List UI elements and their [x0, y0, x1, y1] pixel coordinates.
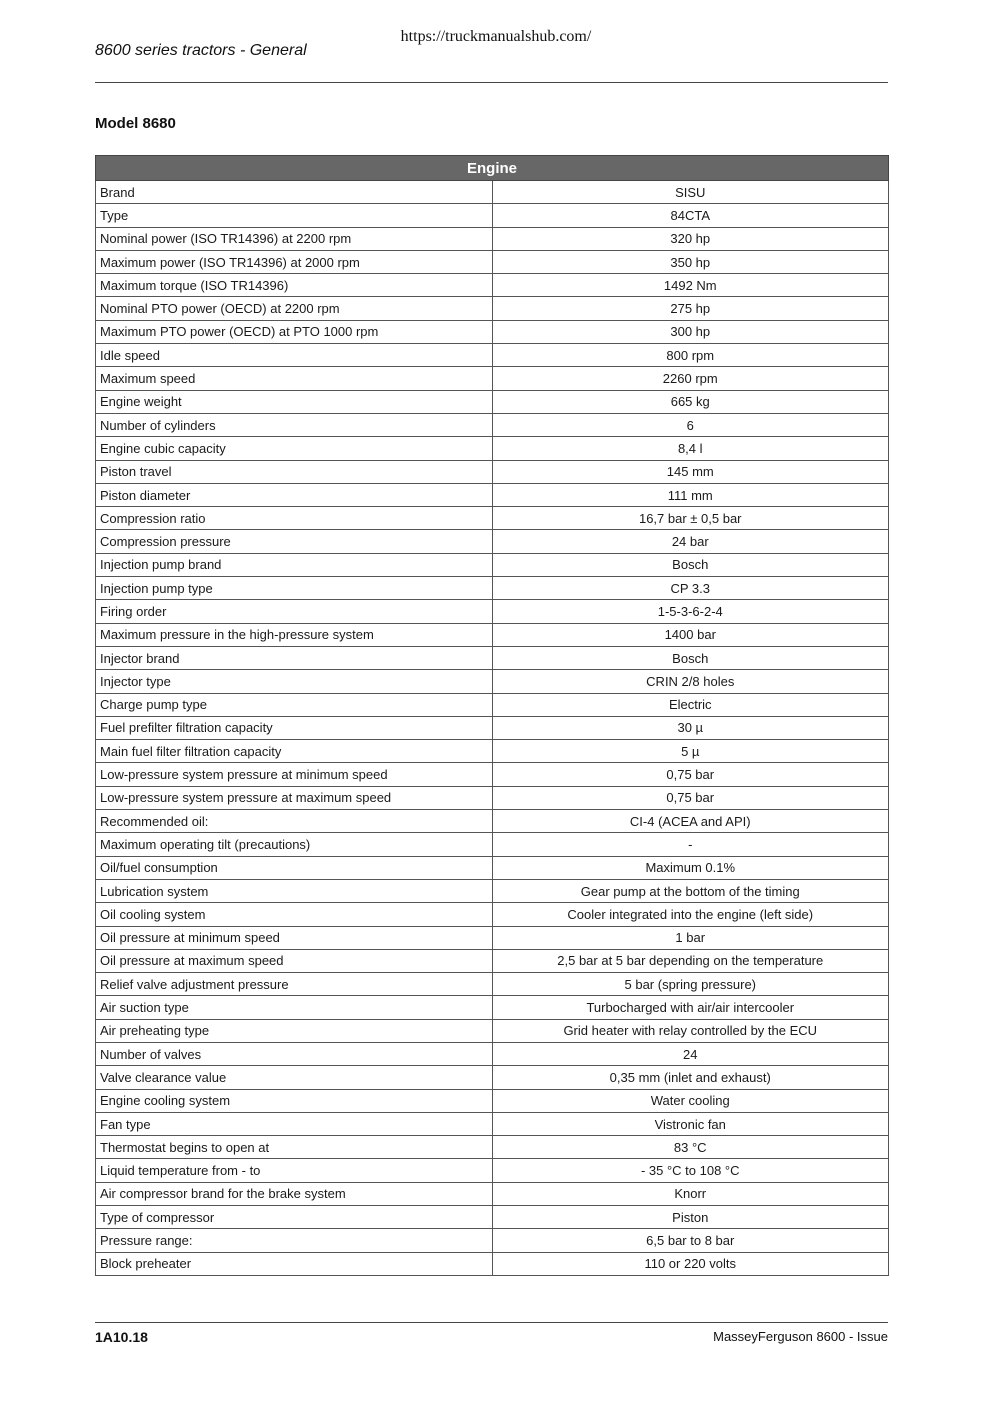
document-header-title: 8600 series tractors - General: [95, 42, 307, 59]
table-row: [96, 577, 889, 600]
table-row: [96, 763, 889, 786]
row-label: Fuel prefilter filtration capacity: [96, 716, 493, 739]
row-label: Oil/fuel consumption: [96, 856, 493, 879]
row-value: 110 or 220 volts: [492, 1252, 889, 1275]
row-label: Maximum PTO power (OECD) at PTO 1000 rpm: [96, 320, 493, 343]
row-label: Charge pump type: [96, 693, 493, 716]
row-label: Type of compressor: [96, 1206, 493, 1229]
row-value: 30 µ: [492, 716, 889, 739]
row-value: 800 rpm: [492, 344, 889, 367]
row-label: Firing order: [96, 600, 493, 623]
table-row: [96, 483, 889, 506]
row-value: Maximum 0.1%: [492, 856, 889, 879]
row-value: -: [492, 833, 889, 856]
table-row: [96, 973, 889, 996]
row-label: Air compressor brand for the brake system: [96, 1182, 493, 1205]
row-value: Cooler integrated into the engine (left side): [492, 903, 889, 926]
row-label: Type: [96, 204, 493, 227]
table-row: [96, 716, 889, 739]
row-value: 8,4 l: [492, 437, 889, 460]
row-value: 145 mm: [492, 460, 889, 483]
row-value: 320 hp: [492, 227, 889, 250]
row-value: 0,75 bar: [492, 786, 889, 809]
row-label: Pressure range:: [96, 1229, 493, 1252]
table-row: [96, 204, 889, 227]
table-header-engine: Engine: [96, 156, 889, 181]
row-label: Oil pressure at minimum speed: [96, 926, 493, 949]
row-label: Injector brand: [96, 646, 493, 669]
row-value: Piston: [492, 1206, 889, 1229]
table-row: [96, 996, 889, 1019]
row-label: Oil cooling system: [96, 903, 493, 926]
row-value: - 35 °C to 108 °C: [492, 1159, 889, 1182]
row-value: Bosch: [492, 646, 889, 669]
table-row: [96, 646, 889, 669]
row-label: Nominal power (ISO TR14396) at 2200 rpm: [96, 227, 493, 250]
row-label: Number of cylinders: [96, 413, 493, 436]
row-label: Engine weight: [96, 390, 493, 413]
row-value: CRIN 2/8 holes: [492, 670, 889, 693]
row-label: Thermostat begins to open at: [96, 1136, 493, 1159]
row-label: Relief valve adjustment pressure: [96, 973, 493, 996]
footer-publication: MasseyFerguson 8600 - Issue: [713, 1329, 888, 1344]
table-row: [96, 833, 889, 856]
table-row: [96, 1136, 889, 1159]
row-value: 1-5-3-6-2-4: [492, 600, 889, 623]
model-heading: Model 8680: [95, 115, 176, 132]
table-row: [96, 903, 889, 926]
table-row: [96, 460, 889, 483]
table-row: [96, 786, 889, 809]
row-label: Injection pump type: [96, 577, 493, 600]
table-row: [96, 553, 889, 576]
row-value: 1 bar: [492, 926, 889, 949]
table-row: [96, 1159, 889, 1182]
engine-spec-table: [95, 155, 889, 1276]
row-label: Injector type: [96, 670, 493, 693]
row-value: 6: [492, 413, 889, 436]
table-row: [96, 623, 889, 646]
row-label: Low-pressure system pressure at minimum speed: [96, 763, 493, 786]
row-label: Engine cooling system: [96, 1089, 493, 1112]
row-value: 2,5 bar at 5 bar depending on the temperature: [492, 949, 889, 972]
table-row: [96, 437, 889, 460]
row-value: 84CTA: [492, 204, 889, 227]
table-row: [96, 250, 889, 273]
row-value: Turbocharged with air/air intercooler: [492, 996, 889, 1019]
page-number: 1A10.18: [95, 1329, 148, 1345]
row-label: Fan type: [96, 1112, 493, 1135]
row-label: Recommended oil:: [96, 810, 493, 833]
table-body: [96, 181, 889, 1276]
row-value: 300 hp: [492, 320, 889, 343]
header-divider: [95, 82, 888, 83]
row-label: Low-pressure system pressure at maximum speed: [96, 786, 493, 809]
row-value: 16,7 bar ± 0,5 bar: [492, 507, 889, 530]
row-value: Vistronic fan: [492, 1112, 889, 1135]
table-row: [96, 1089, 889, 1112]
row-label: Block preheater: [96, 1252, 493, 1275]
row-value: Water cooling: [492, 1089, 889, 1112]
row-label: Valve clearance value: [96, 1066, 493, 1089]
table-row: [96, 367, 889, 390]
row-label: Air preheating type: [96, 1019, 493, 1042]
row-value: 6,5 bar to 8 bar: [492, 1229, 889, 1252]
row-value: 0,35 mm (inlet and exhaust): [492, 1066, 889, 1089]
row-label: Air suction type: [96, 996, 493, 1019]
row-label: Brand: [96, 181, 493, 204]
row-label: Engine cubic capacity: [96, 437, 493, 460]
row-value: 24: [492, 1042, 889, 1065]
row-value: CI-4 (ACEA and API): [492, 810, 889, 833]
row-label: Piston diameter: [96, 483, 493, 506]
row-label: Number of valves: [96, 1042, 493, 1065]
row-label: Main fuel filter filtration capacity: [96, 740, 493, 763]
row-label: Liquid temperature from - to: [96, 1159, 493, 1182]
row-value: 665 kg: [492, 390, 889, 413]
row-label: Maximum pressure in the high-pressure system: [96, 623, 493, 646]
table-row: [96, 740, 889, 763]
row-value: SISU: [492, 181, 889, 204]
table-row: [96, 1252, 889, 1275]
table-row: [96, 856, 889, 879]
row-value: 24 bar: [492, 530, 889, 553]
row-value: Bosch: [492, 553, 889, 576]
table-row: [96, 1229, 889, 1252]
table-row: [96, 600, 889, 623]
table-row: [96, 390, 889, 413]
row-value: Electric: [492, 693, 889, 716]
table-row: [96, 530, 889, 553]
row-value: CP 3.3: [492, 577, 889, 600]
table-row: [96, 926, 889, 949]
row-value: 5 bar (spring pressure): [492, 973, 889, 996]
table-row: [96, 693, 889, 716]
row-label: Piston travel: [96, 460, 493, 483]
row-value: Grid heater with relay controlled by the ECU: [492, 1019, 889, 1042]
row-label: Idle speed: [96, 344, 493, 367]
row-label: Maximum torque (ISO TR14396): [96, 274, 493, 297]
table-row: [96, 1112, 889, 1135]
table-row: [96, 181, 889, 204]
row-value: 275 hp: [492, 297, 889, 320]
row-label: Oil pressure at maximum speed: [96, 949, 493, 972]
table-row: [96, 1066, 889, 1089]
row-label: Lubrication system: [96, 879, 493, 902]
row-label: Maximum operating tilt (precautions): [96, 833, 493, 856]
row-label: Compression ratio: [96, 507, 493, 530]
table-row: [96, 1019, 889, 1042]
table-row: [96, 810, 889, 833]
table-row: [96, 949, 889, 972]
table-row: [96, 320, 889, 343]
row-label: Injection pump brand: [96, 553, 493, 576]
row-label: Compression pressure: [96, 530, 493, 553]
source-url[interactable]: https://truckmanualshub.com/: [400, 28, 592, 45]
row-value: 350 hp: [492, 250, 889, 273]
row-value: 5 µ: [492, 740, 889, 763]
table-row: [96, 507, 889, 530]
row-value: Gear pump at the bottom of the timing: [492, 879, 889, 902]
table-row: [96, 670, 889, 693]
row-value: 1400 bar: [492, 623, 889, 646]
table-row: [96, 413, 889, 436]
table-row: [96, 344, 889, 367]
row-value: Knorr: [492, 1182, 889, 1205]
row-value: 111 mm: [492, 483, 889, 506]
row-label: Maximum power (ISO TR14396) at 2000 rpm: [96, 250, 493, 273]
footer-divider: [95, 1322, 888, 1323]
row-label: Maximum speed: [96, 367, 493, 390]
row-value: 1492 Nm: [492, 274, 889, 297]
table-header-row: [96, 156, 889, 181]
table-row: [96, 274, 889, 297]
table-row: [96, 1042, 889, 1065]
table-row: [96, 297, 889, 320]
table-row: [96, 1182, 889, 1205]
row-value: 0,75 bar: [492, 763, 889, 786]
table-row: [96, 879, 889, 902]
row-label: Nominal PTO power (OECD) at 2200 rpm: [96, 297, 493, 320]
row-value: 2260 rpm: [492, 367, 889, 390]
table-row: [96, 1206, 889, 1229]
row-value: 83 °C: [492, 1136, 889, 1159]
table-row: [96, 227, 889, 250]
